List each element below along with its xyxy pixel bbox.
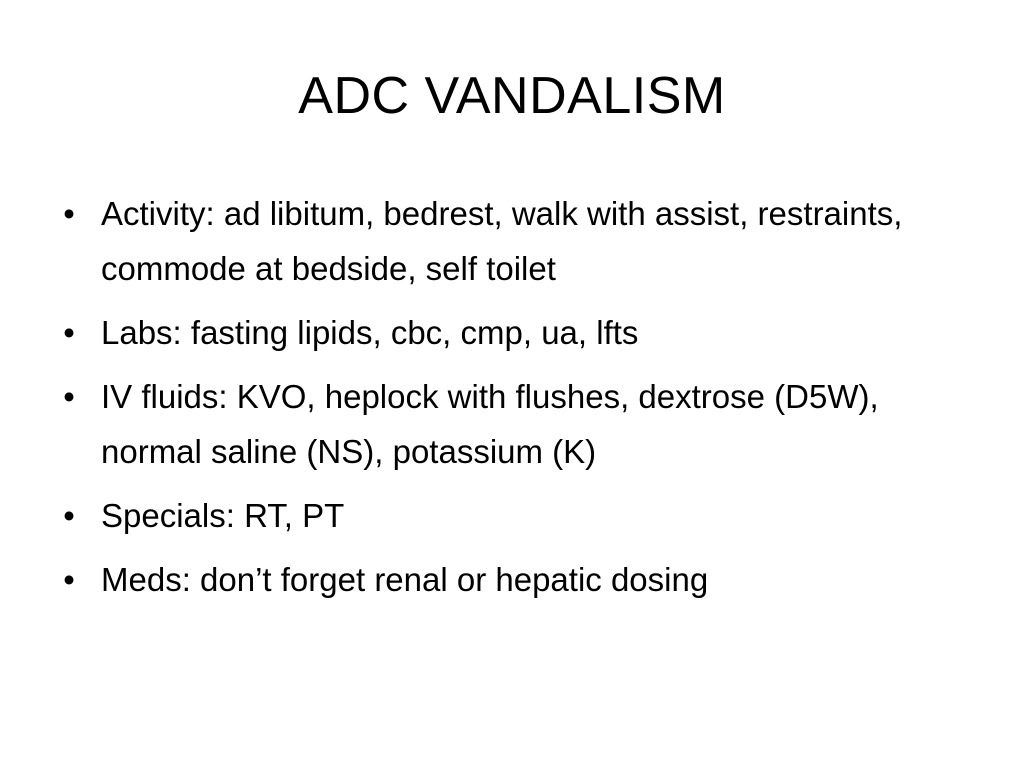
bullet-item-labs	[58, 305, 958, 360]
bullet-text: Activity: ad libitum, bedrest, walk with assist, restraints, commode at bedside, self toilet	[101, 195, 903, 287]
bullet-icon: •	[63, 195, 75, 232]
bullet-icon: •	[63, 378, 75, 415]
bullet-text: Meds: don’t forget renal or hepatic dosing	[101, 561, 709, 598]
bullet-list	[58, 186, 958, 616]
bullet-item-meds	[58, 552, 958, 607]
bullet-item-activity	[58, 186, 958, 296]
bullet-item-iv-fluids	[58, 369, 958, 479]
bullet-text: IV fluids: KVO, heplock with flushes, dextrose (D5W), normal saline (NS), potassium (K)	[101, 378, 879, 470]
bullet-icon: •	[63, 314, 75, 351]
bullet-icon: •	[63, 561, 75, 598]
bullet-icon: •	[63, 497, 75, 534]
bullet-item-specials	[58, 488, 958, 543]
slide-title: ADC VANDALISM	[298, 67, 726, 125]
bullet-text: Specials: RT, PT	[101, 497, 345, 534]
bullet-text: Labs: fasting lipids, cbc, cmp, ua, lfts	[101, 314, 639, 351]
